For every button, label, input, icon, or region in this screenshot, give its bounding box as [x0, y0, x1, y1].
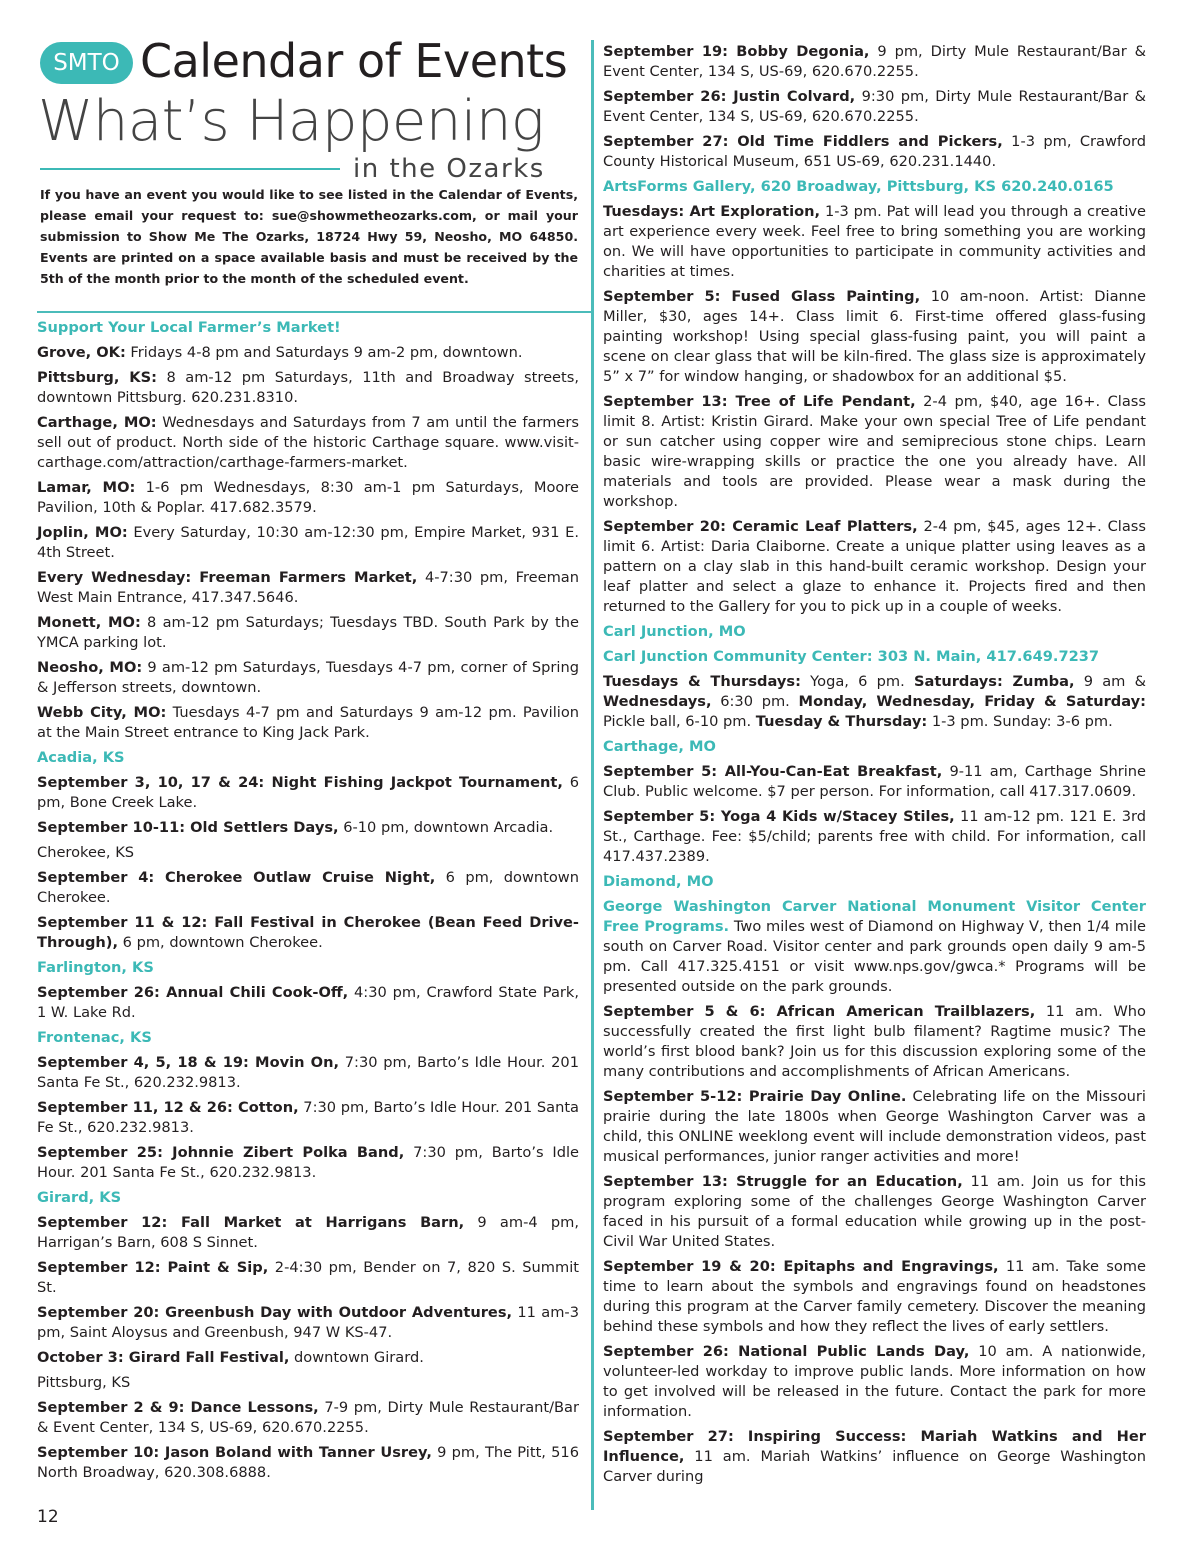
event-item	[37, 523, 579, 563]
event-title: September 10-11: Old Settlers Days,	[37, 819, 339, 836]
event-details: 7-9 pm, Dirty Mule Restaurant/Bar & Event Center, 134 S, US-69, 620.670.2255.	[37, 1399, 579, 1436]
event-item	[37, 368, 579, 408]
event-details: 7:30 pm, Barto’s Idle Hour. 201 Santa Fe St., 620.232.9813.	[37, 1144, 579, 1181]
event-details: 9:30 pm, Dirty Mule Restaurant/Bar & Event Center, 134 S, US-69, 620.670.2255.	[603, 88, 1146, 125]
event-details: 6-10 pm, downtown Arcadia.	[338, 819, 554, 836]
city-label: Pittsburg, KS	[37, 1374, 131, 1391]
event-list	[603, 42, 1146, 172]
event-title: September 20: Greenbush Day with Outdoor Adventures,	[37, 1304, 513, 1321]
section-header: Diamond, MO	[603, 873, 714, 890]
event-item	[603, 1427, 1146, 1487]
schedule-text: 9 am &	[1074, 673, 1146, 690]
event-title: September 25: Johnnie Zibert Polka Band,	[37, 1144, 405, 1161]
gwc-intro-text: Two miles west of Diamond on Highway V, then 1/4 mile south on Carver Road. Visitor center and park grounds open daily 9 am-5 pm. Call 417.325.4151 or visit www.nps.gov/gwca.* Programs will be presented outside on the park grounds.	[603, 918, 1146, 995]
event-item	[37, 773, 579, 813]
event-title: Monett, MO:	[37, 614, 141, 631]
event-title: September 5: All-You-Can-Eat Breakfast,	[603, 763, 943, 780]
event-details: 11 am. Who successfully created the first light bulb filament? Ragtime music? The world’s first blood bank? Join us for this discussion exploring some of the many contributions and accomplishments of African Americans.	[603, 1003, 1146, 1080]
event-details: 2-4 pm, $45, ages 12+. Class limit 6. Artist: Daria Claiborne. Create a unique platter using leaves as a pattern on a clay slab in this hand-built ceramic workshop. Design your leaf platter and select a glaze to enhance it. Projects fired and then returned to the Gallery for you to pick up in a couple of weeks.	[603, 518, 1146, 615]
event-item	[37, 1443, 579, 1483]
section-header: Carl Junction, MO	[603, 623, 746, 640]
event-list	[37, 1213, 579, 1368]
schedule-day: Tuesday & Thursday:	[755, 713, 928, 730]
event-details: 9 am-4 pm, Harrigan’s Barn, 608 S Sinnet.	[37, 1214, 579, 1251]
schedule-text: 1-3 pm. Sunday: 3-6 pm.	[927, 713, 1113, 730]
event-title: Every Wednesday: Freeman Farmers Market,	[37, 569, 418, 586]
event-item	[603, 1002, 1146, 1082]
event-item	[37, 658, 579, 698]
event-details: Wednesdays and Saturdays from 7 am until the farmers sell out of product. North side of the historic Carthage square. www.visit-carthage.com/attraction/carthage-farmers-market.	[37, 414, 579, 471]
event-item	[603, 87, 1146, 127]
event-title: September 13: Tree of Life Pendant,	[603, 393, 916, 410]
title-rule	[40, 168, 340, 170]
event-title: Pittsburg, KS:	[37, 369, 157, 386]
event-item	[37, 1143, 579, 1183]
section-header: Carl Junction Community Center: 303 N. Main, 417.649.7237	[603, 648, 1100, 665]
event-title: Carthage, MO:	[37, 414, 157, 431]
gwc-header: George Washington Carver National Monument Visitor Center Free Programs.	[603, 898, 1146, 935]
section-header: Carthage, MO	[603, 738, 716, 755]
event-details: 8 am-12 pm Saturdays, 11th and Broadway streets, downtown Pittsburg. 620.231.8310.	[37, 369, 579, 406]
event-item	[603, 1257, 1146, 1337]
event-item	[37, 1213, 579, 1253]
event-details: 10 am-noon. Artist: Dianne Miller, $30, ages 14+. Class limit 6. First-time offered glass-fusing painting workshop! Using special glass-fusing paint, you will paint a scene on clear glass that will be kiln-fired. The glass size is approximately 5” x 7” for window hanging, or shadowbox for an additional $5.	[603, 288, 1147, 385]
intro-text: If you have an event you would like to see listed in the Calendar of Events, please email your request to: sue@showmetheozarks.com, or mail your submission to Show Me The Ozarks, 18724 Hwy 59, Neosho, MO 64850. Events are printed on a space available basis and must be received by the 5th of the month prior to the month of the scheduled event.	[40, 187, 578, 286]
event-title: Grove, OK:	[37, 344, 126, 361]
event-item	[37, 413, 579, 473]
event-item	[37, 913, 579, 953]
event-details: 6 pm, downtown Cherokee.	[37, 869, 579, 906]
event-details: Every Saturday, 10:30 am-12:30 pm, Empire Market, 931 E. 4th Street.	[37, 524, 580, 561]
event-item	[603, 287, 1146, 387]
page-title: Calendar of Events	[140, 34, 568, 88]
event-item	[603, 1172, 1146, 1252]
event-item	[37, 1053, 579, 1093]
smto-badge: SMTO	[40, 42, 133, 84]
event-item	[37, 343, 579, 363]
section-header: Girard, KS	[37, 1189, 122, 1206]
event-details: 11 am-3 pm, Saint Aloysus and Greenbush, 947 W KS-47.	[37, 1304, 579, 1341]
event-title: September 11 & 12: Fall Festival in Cherokee (Bean Feed Drive-Through),	[37, 914, 579, 951]
event-item	[37, 478, 579, 518]
column-divider	[591, 40, 594, 1510]
event-details: 11 am-12 pm. 121 E. 3rd St., Carthage. Fee: $5/child; parents free with child. For information, call 417.437.2389.	[603, 808, 1146, 865]
event-details: 7:30 pm, Barto’s Idle Hour. 201 Santa Fe St., 620.232.9813.	[37, 1054, 579, 1091]
event-title: September 5: Yoga 4 Kids w/Stacey Stiles,	[603, 808, 955, 825]
schedule-day: Tuesdays & Thursdays:	[603, 673, 801, 690]
event-title: September 27: Inspiring Success: Mariah Watkins and Her Influence,	[603, 1428, 1146, 1465]
event-details: 11 am. Join us for this program exploring some of the challenges George Washington Carver faced in his pursuit of a formal education while growing up in the post-Civil War United States.	[603, 1173, 1146, 1250]
schedule-day: Wednesdays,	[603, 693, 712, 710]
event-list	[37, 868, 579, 953]
event-title: Joplin, MO:	[37, 524, 128, 541]
event-title: September 5-12: Prairie Day Online.	[603, 1088, 907, 1105]
section-header: Acadia, KS	[37, 749, 125, 766]
event-item	[37, 703, 579, 743]
event-details: 1-6 pm Wednesdays, 8:30 am-1 pm Saturdays, Moore Pavilion, 10th & Poplar. 417.682.3579.	[37, 479, 579, 516]
header-divider	[37, 311, 592, 313]
event-title: September 4, 5, 18 & 19: Movin On,	[37, 1054, 340, 1071]
event-item	[603, 762, 1146, 802]
event-title: September 19 & 20: Epitaphs and Engravings,	[603, 1258, 999, 1275]
event-item	[37, 868, 579, 908]
event-item	[603, 132, 1146, 172]
event-title: October 3: Girard Fall Festival,	[37, 1349, 290, 1366]
event-title: September 11, 12 & 26: Cotton,	[37, 1099, 299, 1116]
event-details: 4-7:30 pm, Freeman West Main Entrance, 417.347.5646.	[37, 569, 579, 606]
event-details: Celebrating life on the Missouri prairie during the late 1800s when George Washington Carver was a child, this ONLINE weeklong event will include demonstration videos, past musical performances, junior ranger activities and more!	[603, 1088, 1146, 1165]
event-item	[37, 1348, 579, 1368]
event-list	[37, 1053, 579, 1183]
event-title: September 5 & 6: African American Trailblazers,	[603, 1003, 1036, 1020]
event-details: Tuesdays 4-7 pm and Saturdays 9 am-12 pm. Pavilion at the Main Street entrance to King Jack Park.	[37, 704, 579, 741]
gwc-intro	[603, 897, 1146, 997]
event-list	[37, 1398, 579, 1483]
event-list	[603, 202, 1146, 617]
event-title: September 5: Fused Glass Painting,	[603, 288, 921, 305]
event-title: September 26: Justin Colvard,	[603, 88, 856, 105]
event-title: September 26: National Public Lands Day,	[603, 1343, 970, 1360]
schedule-text: Pickle ball, 6-10 pm.	[603, 713, 756, 730]
event-item	[603, 42, 1146, 82]
carl-junction-schedule	[603, 672, 1146, 732]
event-title: Lamar, MO:	[37, 479, 136, 496]
event-item	[37, 1098, 579, 1138]
event-title: September 12: Paint & Sip,	[37, 1259, 269, 1276]
city-label: Cherokee, KS	[37, 844, 135, 861]
event-details: 8 am-12 pm Saturdays; Tuesdays TBD. South Park by the YMCA parking lot.	[37, 614, 579, 651]
event-item	[603, 807, 1146, 867]
event-item	[603, 1087, 1146, 1167]
event-title: Webb City, MO:	[37, 704, 167, 721]
event-title: September 19: Bobby Degonia,	[603, 43, 870, 60]
event-details: 10 am. A nationwide, volunteer-led workday to improve public lands. More information on how to get involved will be released in the future. Contact the park for more information.	[603, 1343, 1147, 1420]
event-details: 2-4 pm, $40, age 16+. Class limit 8. Artist: Kristin Girard. Make your own special Tree of Life pendant or sun catcher using copper wire and semiprecious stone chips. Learn basic wire-wrapping skills or practice the one you already have. All materials and tools are provided. Please wear a mask during the workshop.	[603, 393, 1146, 510]
event-details: Fridays 4-8 pm and Saturdays 9 am-2 pm, downtown.	[125, 344, 523, 361]
event-item	[603, 202, 1146, 282]
page-number: 12	[37, 1507, 59, 1527]
section-header: Farlington, KS	[37, 959, 154, 976]
schedule-day: Saturdays: Zumba,	[914, 673, 1075, 690]
schedule-text: 6:30 pm.	[711, 693, 799, 710]
schedule-text: Yoga, 6 pm.	[800, 673, 914, 690]
event-title: September 2 & 9: Dance Lessons,	[37, 1399, 319, 1416]
event-item	[37, 568, 579, 608]
event-item	[37, 1398, 579, 1438]
event-list	[603, 762, 1146, 867]
event-details: 1-3 pm, Crawford County Historical Museum, 651 US-69, 620.231.1440.	[603, 133, 1147, 170]
event-details: 2-4:30 pm, Bender on 7, 820 S. Summit St.	[37, 1259, 579, 1296]
page-tagline: in the Ozarks	[353, 154, 545, 184]
event-item	[37, 1303, 579, 1343]
event-details: 11 am. Mariah Watkins’ influence on George Washington Carver during	[603, 1448, 1146, 1485]
schedule-day: Monday, Wednesday, Friday & Saturday:	[798, 693, 1146, 710]
event-details: 4:30 pm, Crawford State Park, 1 W. Lake Rd.	[37, 984, 579, 1021]
event-details: 11 am. Take some time to learn about the symbols and engravings found on headstones during this program at the Carver family cemetery. Discover the meaning behind these symbols and how they reflect the lives of early settlers.	[603, 1258, 1146, 1335]
event-details: 6 pm, downtown Cherokee.	[118, 934, 323, 951]
event-list	[603, 1002, 1146, 1487]
event-title: September 13: Struggle for an Education,	[603, 1173, 963, 1190]
event-title: September 10: Jason Boland with Tanner Usrey,	[37, 1444, 432, 1461]
event-item	[603, 1342, 1146, 1422]
right-column	[603, 42, 1146, 1492]
event-item	[603, 517, 1146, 617]
event-title: September 3, 10, 17 & 24: Night Fishing Jackpot Tournament,	[37, 774, 563, 791]
event-title: Tuesdays: Art Exploration,	[603, 203, 821, 220]
event-title: September 26: Annual Chili Cook-Off,	[37, 984, 349, 1001]
event-title: September 27: Old Time Fiddlers and Pickers,	[603, 133, 1003, 150]
section-header: Frontenac, KS	[37, 1029, 152, 1046]
event-details: downtown Girard.	[289, 1349, 424, 1366]
event-details: 7:30 pm, Barto’s Idle Hour. 201 Santa Fe St., 620.232.9813.	[37, 1099, 579, 1136]
event-details: 6 pm, Bone Creek Lake.	[37, 774, 579, 811]
event-item	[37, 1258, 579, 1298]
event-item	[37, 983, 579, 1023]
event-details: 9 am-12 pm Saturdays, Tuesdays 4-7 pm, corner of Spring & Jefferson streets, downtown.	[37, 659, 579, 696]
event-item	[37, 613, 579, 653]
page-subtitle: What’s Happening	[38, 89, 545, 154]
event-details: 1-3 pm. Pat will lead you through a creative art experience every week. Feel free to bring something you are working on. We will have opportunities to participate in community activities and charities at times.	[603, 203, 1146, 280]
event-details: 9 pm, Dirty Mule Restaurant/Bar & Event Center, 134 S, US-69, 620.670.2255.	[603, 43, 1146, 80]
event-list	[37, 983, 579, 1023]
event-details: 9 pm, The Pitt, 516 North Broadway, 620.308.6888.	[37, 1444, 579, 1481]
event-title: September 20: Ceramic Leaf Platters,	[603, 518, 918, 535]
section-header: ArtsForms Gallery, 620 Broadway, Pittsburg, KS 620.240.0165	[603, 178, 1114, 195]
event-title: September 4: Cherokee Outlaw Cruise Night,	[37, 869, 436, 886]
event-item	[603, 392, 1146, 512]
event-title: Neosho, MO:	[37, 659, 143, 676]
section-header: Support Your Local Farmer’s Market!	[37, 319, 341, 336]
left-column	[37, 318, 579, 1488]
event-details: 9-11 am, Carthage Shrine Club. Public welcome. $7 per person. For information, call 417.317.0609.	[603, 763, 1147, 800]
event-item	[37, 818, 579, 838]
event-list	[37, 773, 579, 838]
event-title: September 12: Fall Market at Harrigans Barn,	[37, 1214, 465, 1231]
event-list	[37, 343, 579, 743]
